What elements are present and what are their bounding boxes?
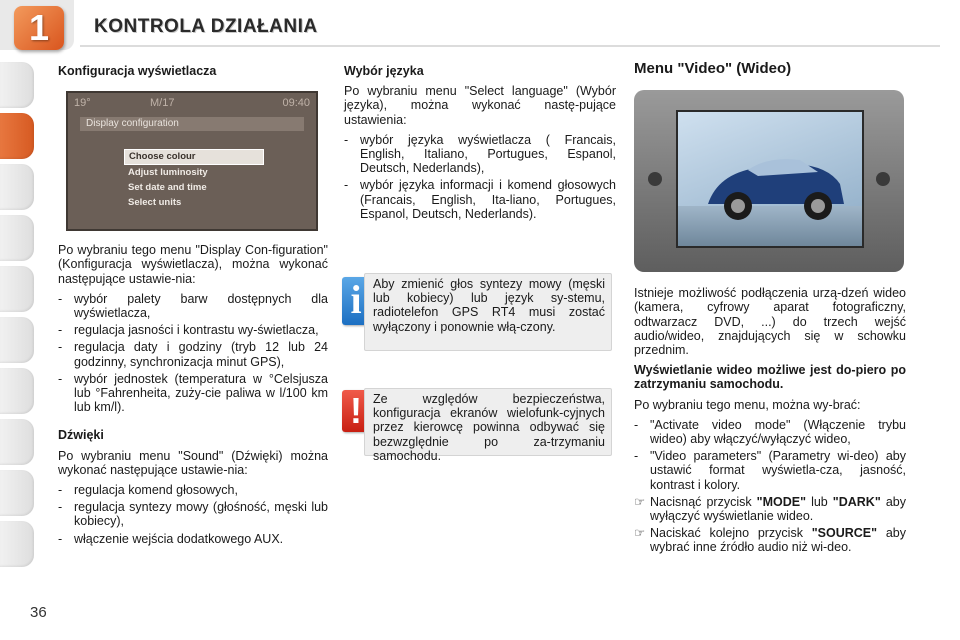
screen-status-bar bbox=[74, 96, 310, 110]
screen-menu-item: Select units bbox=[128, 197, 182, 209]
list-item: - wybór języka informacji i komend głosowych (Francais, English, Ita-liano, Portugues, Espanol, Deutsch, Nederlands). bbox=[344, 178, 616, 221]
video-list bbox=[634, 418, 906, 555]
language-intro: Po wybraniu menu "Select language" (Wybór języka), można wykonać nastę-pujące ustawienia: bbox=[344, 84, 616, 127]
side-tab bbox=[0, 419, 34, 465]
car-image bbox=[678, 112, 862, 246]
language-list bbox=[344, 133, 616, 221]
side-tab-active bbox=[0, 113, 34, 159]
mode-key: "MODE" bbox=[756, 494, 807, 509]
dark-key: "DARK" bbox=[832, 494, 881, 509]
page-number: 36 bbox=[30, 604, 47, 621]
display-config-list bbox=[58, 292, 328, 415]
side-tab bbox=[0, 317, 34, 363]
source-key: "SOURCE" bbox=[811, 526, 878, 541]
info-icon: i bbox=[342, 277, 370, 325]
list-item: - wybór języka wyświetlacza ( Francais, English, Italiano, Portugues, Espanol, Deutsch, Nederlands), bbox=[344, 132, 616, 176]
list-item: - "Video parameters" (Parametry wi-deo) aby ustawić format wyświetla-cza, jasność, kontrast i kolory. bbox=[634, 449, 906, 492]
video-heading: Menu "Video" (Wideo) bbox=[634, 60, 792, 77]
chapter-number: 1 bbox=[28, 7, 50, 48]
side-chapter-tabs bbox=[0, 62, 34, 572]
sound-heading: Dźwięki bbox=[58, 428, 104, 443]
screen-menu-item: Adjust luminosity bbox=[128, 167, 208, 179]
header-divider bbox=[80, 45, 940, 47]
column-language bbox=[344, 64, 616, 229]
side-tab bbox=[0, 266, 34, 312]
video-screen bbox=[676, 110, 864, 248]
screen-menu bbox=[124, 149, 264, 211]
warning-icon: ! bbox=[342, 390, 370, 432]
hand-icon: ☞ bbox=[634, 494, 646, 509]
hand-icon: ☞ bbox=[634, 526, 646, 541]
sound-list bbox=[58, 483, 328, 546]
chapter-badge bbox=[14, 6, 64, 50]
video-safety-note: Wyświetlanie wideo możliwe jest do-piero po zatrzymaniu samochodu. bbox=[634, 363, 906, 392]
screen-temperature: 19° bbox=[74, 97, 91, 110]
screen-clock: 09:40 bbox=[282, 97, 310, 110]
screen-menu-title: Display configuration bbox=[80, 117, 304, 131]
side-tab bbox=[0, 368, 34, 414]
column-display-sound bbox=[58, 64, 328, 554]
display-config-heading: Konfiguracja wyświetlacza bbox=[58, 64, 217, 78]
list-item: - regulacja daty i godziny (tryb 12 lub 24 godzinny, synchronizacja minut GPS), bbox=[58, 340, 328, 369]
video-intro: Istnieje możliwość podłączenia urzą-dzeń wideo (kamera, cyfrowy aparat fotograficzny, odtwarzacz DVD, ...) do trzech wejść audio/wideo, znajdujących się w schowku przednim. bbox=[634, 286, 906, 358]
language-heading: Wybór języka bbox=[344, 64, 424, 78]
list-item: - regulacja jasności i kontrastu wy-świetlacza, bbox=[58, 323, 319, 338]
warning-note: Ze względów bezpieczeństwa, konfiguracja ekranów wielofunk-cyjnych przez kierowcę powinna odbywać się bezwzględnie po za-trzymaniu samochodu. bbox=[364, 388, 612, 456]
side-tab bbox=[0, 62, 34, 108]
list-item: ☞ Naciskać kolejno przycisk "SOURCE" aby wybrać inne źródło audio niż wi-deo. bbox=[634, 526, 906, 555]
list-item: ☞ Nacisnąć przycisk "MODE" lub "DARK" aby wyłączyć wyświetlanie wideo. bbox=[634, 494, 906, 524]
screen-menu-item: Set date and time bbox=[128, 182, 207, 194]
knob-icon bbox=[876, 172, 890, 186]
display-config-screenshot bbox=[66, 91, 318, 231]
list-item: - regulacja syntezy mowy (głośność, męski lub kobiecy), bbox=[58, 500, 328, 529]
list-item: - wybór palety barw dostępnych dla wyświetlacza, bbox=[58, 291, 328, 321]
sound-intro: Po wybraniu menu "Sound" (Dźwięki) można wykonać następujące ustawie-nia: bbox=[58, 448, 328, 477]
side-tab bbox=[0, 521, 34, 567]
column-video bbox=[634, 62, 906, 563]
info-note: Aby zmienić głos syntezy mowy (męski lub kobiecy) lub język sy-stemu, radiotelefon GPS RT4 musi zostać wyłączony i ponownie włą-czony. bbox=[364, 273, 612, 351]
side-tab bbox=[0, 164, 34, 210]
page-title: KONTROLA DZIAŁANIA bbox=[94, 16, 318, 37]
video-screen-photo bbox=[634, 90, 904, 272]
list-item: - wybór jednostek (temperatura w °Celsjusza lub °Fahrenheita, zuży-cie paliwa w l/100 km lub km/l). bbox=[58, 371, 328, 415]
list-item: - regulacja komend głosowych, bbox=[58, 483, 238, 498]
side-tab bbox=[0, 215, 34, 261]
video-menu-intro: Po wybraniu tego menu, można wy-brać: bbox=[634, 397, 861, 412]
list-item: - włączenie wejścia dodatkowego AUX. bbox=[58, 531, 284, 546]
knob-icon bbox=[648, 172, 662, 186]
side-tab bbox=[0, 470, 34, 516]
list-item: - "Activate video mode" (Włączenie trybu wideo) aby włączyć/wyłączyć wideo, bbox=[634, 417, 906, 447]
screen-menu-item: Choose colour bbox=[124, 149, 264, 165]
display-config-intro: Po wybraniu tego menu "Display Con-figuration" (Konfiguracja wyświetlacza), można wykonać następujące ustawie-nia: bbox=[58, 243, 328, 286]
screen-station: M/17 bbox=[150, 97, 175, 110]
